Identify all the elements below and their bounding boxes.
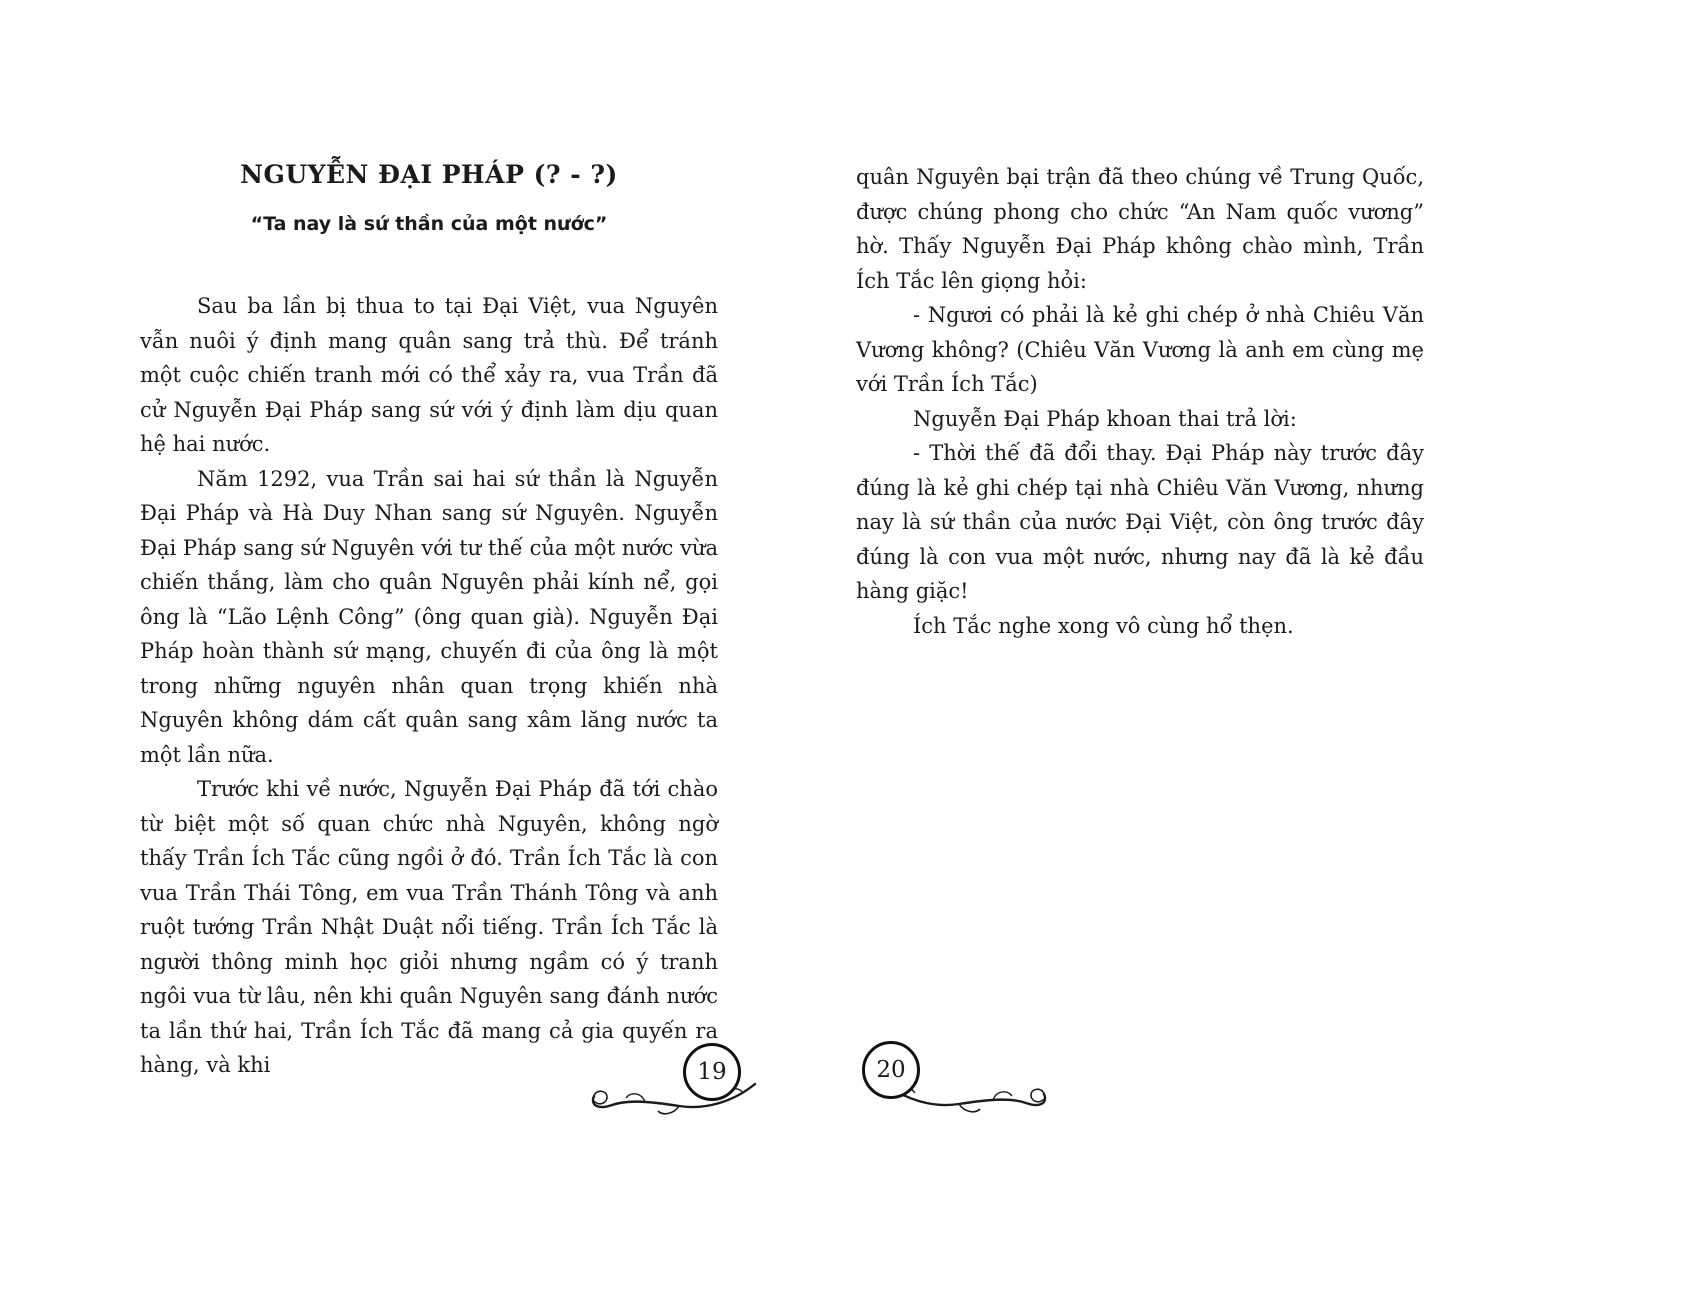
page-number: 19 bbox=[697, 1059, 727, 1085]
page-ornament-right bbox=[848, 1036, 1033, 1116]
paragraph: Năm 1292, vua Trần sai hai sứ thần là Nguyễn Đại Pháp và Hà Duy Nhan sang sứ Nguyên. Nguyễn Đại Pháp sang sứ Nguyên với tư thế của một nước vừa chiến thắng, làm cho quân Nguyên phải kính nể, gọi ông là “Lão Lệnh Công” (ông quan già). Nguyễn Đại Pháp hoàn thành sứ mạng, chuyến đi của ông là một trong những nguyên nhân quan trọng khiến nhà Nguyên không dám cất quân sang xâm lăng nước ta một lần nữa. bbox=[140, 466, 718, 767]
paragraph: Ích Tắc nghe xong vô cùng hổ thẹn. bbox=[913, 613, 1294, 638]
chapter-subtitle: “Ta nay là sứ thần của một nước” bbox=[250, 213, 608, 235]
page-right bbox=[856, 160, 1424, 643]
paragraph: - Thời thế đã đổi thay. Đại Pháp này trước đây đúng là kẻ ghi chép tại nhà Chiêu Văn Vương, nhưng nay là sứ thần của nước Đại Việt, còn ông trước đây đúng là con vua một nước, nhưng nay đã là kẻ đầu hàng giặc! bbox=[856, 441, 1424, 603]
right-page-body bbox=[856, 160, 1424, 643]
paragraph: Trước khi về nước, Nguyễn Đại Pháp đã tới chào từ biệt một số quan chức nhà Nguyên, không ngờ thấy Trần Ích Tắc cũng ngồi ở đó. Trần Ích Tắc là con vua Trần Thái Tông, em vua Trần Thánh Tông và anh ruột tướng Trần Nhật Duật nổi tiếng. Trần Ích Tắc là người thông minh học giỏi nhưng ngầm có ý tranh ngôi vua từ lâu, nên khi quân Nguyên sang đánh nước ta lần thứ hai, Trần Ích Tắc đã mang cả gia quyến ra hàng, và khi bbox=[140, 777, 718, 1077]
chapter-title: NGUYỄN ĐẠI PHÁP (? - ?) bbox=[240, 160, 618, 189]
page-left bbox=[140, 160, 718, 1083]
left-page-body bbox=[140, 289, 718, 1083]
paragraph: Nguyễn Đại Pháp khoan thai trả lời: bbox=[913, 406, 1297, 431]
page-number-badge bbox=[862, 1041, 920, 1099]
page-number: 20 bbox=[876, 1057, 906, 1083]
page-ornament-left bbox=[583, 1038, 768, 1118]
paragraph: quân Nguyên bại trận đã theo chúng về Trung Quốc, được chúng phong cho chức “An Nam quốc vương” hờ. Thấy Nguyễn Đại Pháp không chào mình, Trần Ích Tắc lên giọng hỏi: bbox=[856, 165, 1424, 293]
paragraph: Sau ba lần bị thua to tại Đại Việt, vua Nguyên vẫn nuôi ý định mang quân sang trả thù. Để tránh một cuộc chiến tranh mới có thể xảy ra, vua Trần đã cử Nguyễn Đại Pháp sang sứ với ý định làm dịu quan hệ hai nước. bbox=[140, 294, 718, 456]
paragraph: - Ngươi có phải là kẻ ghi chép ở nhà Chiêu Văn Vương không? (Chiêu Văn Vương là anh em cùng mẹ với Trần Ích Tắc) bbox=[856, 303, 1424, 396]
page-number-badge bbox=[683, 1043, 741, 1101]
